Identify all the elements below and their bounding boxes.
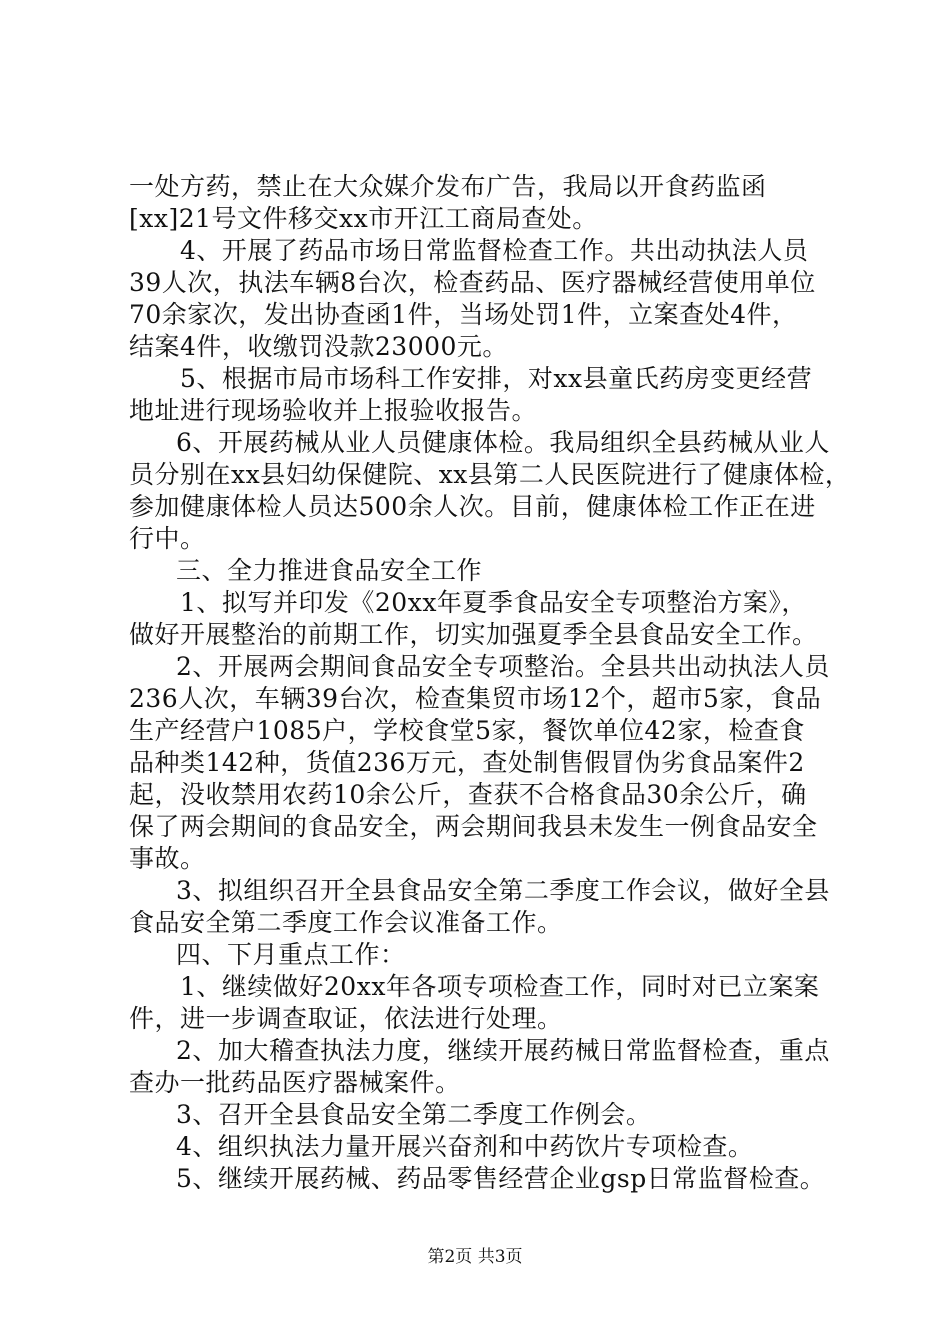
body-line: 70余家次，发出协查函1件，当场处罚1件，立案查处4件， (129, 300, 798, 329)
body-line: 件，进一步调查取证，依法进行处理。 (129, 1004, 563, 1033)
body-line: 1、拟写并印发《20xx年夏季食品安全专项整治方案》， (180, 588, 807, 617)
body-line: 起，没收禁用农药10余公斤，查获不合格食品30余公斤，确 (129, 780, 807, 809)
body-line: 品种类142种，货值236万元，查处制售假冒伪劣食品案件2 (129, 748, 805, 777)
body-line: 查办一批药品医疗器械案件。 (129, 1068, 461, 1097)
body-line: 4、开展了药品市场日常监督检查工作。共出动执法人员 (180, 236, 809, 265)
body-line: 生产经营户1085户，学校食堂5家，餐饮单位42家，检查食 (129, 716, 805, 745)
body-line: [xx]21号文件移交xx市开江工商局查处。 (129, 204, 598, 233)
body-line: 食品安全第二季度工作会议准备工作。 (129, 908, 563, 937)
body-line: 地址进行现场验收并上报验收报告。 (129, 396, 538, 425)
body-line: 做好开展整治的前期工作，切实加强夏季全县食品安全工作。 (129, 620, 818, 649)
body-line: 4、组织执法力量开展兴奋剂和中药饮片专项检查。 (176, 1132, 754, 1161)
body-line: 5、根据市局市场科工作安排，对xx县童氏药房变更经营 (180, 364, 813, 393)
body-line: 员分别在xx县妇幼保健院、xx县第二人民医院进行了健康体检， (129, 460, 851, 489)
body-line: 6、开展药械从业人员健康体检。我局组织全县药械从业人 (176, 428, 830, 457)
section-heading: 三、全力推进食品安全工作 (176, 556, 483, 585)
body-line: 1、继续做好20xx年各项专项检查工作，同时对已立案案 (180, 972, 820, 1001)
section-heading: 四、下月重点工作： (176, 940, 406, 969)
body-line: 一处方药，禁止在大众媒介发布广告，我局以开食药监函 (129, 172, 767, 201)
page-footer: 第2页 共3页 (427, 1247, 523, 1267)
body-line: 3、召开全县食品安全第二季度工作例会。 (176, 1100, 652, 1129)
body-line: 2、加大稽查执法力度，继续开展药械日常监督检查，重点 (176, 1036, 830, 1065)
body-line: 39人次，执法车辆8台次，检查药品、医疗器械经营使用单位 (129, 268, 816, 297)
body-line: 236人次，车辆39台次，检查集贸市场12个，超市5家，食品 (129, 684, 822, 713)
body-line: 5、继续开展药械、药品零售经营企业gsp日常监督检查。 (176, 1164, 826, 1193)
body-line: 事故。 (129, 844, 206, 873)
body-line: 结案4件，收缴罚没款23000元。 (129, 332, 508, 361)
body-line: 2、开展两会期间食品安全专项整治。全县共出动执法人员 (176, 652, 830, 681)
body-line: 行中。 (129, 524, 206, 553)
body-line: 保了两会期间的食品安全，两会期间我县未发生一例食品安全 (129, 812, 818, 841)
body-line: 3、拟组织召开全县食品安全第二季度工作会议，做好全县 (176, 876, 830, 905)
body-line: 参加健康体检人员达500余人次。目前，健康体检工作正在进 (129, 492, 816, 521)
